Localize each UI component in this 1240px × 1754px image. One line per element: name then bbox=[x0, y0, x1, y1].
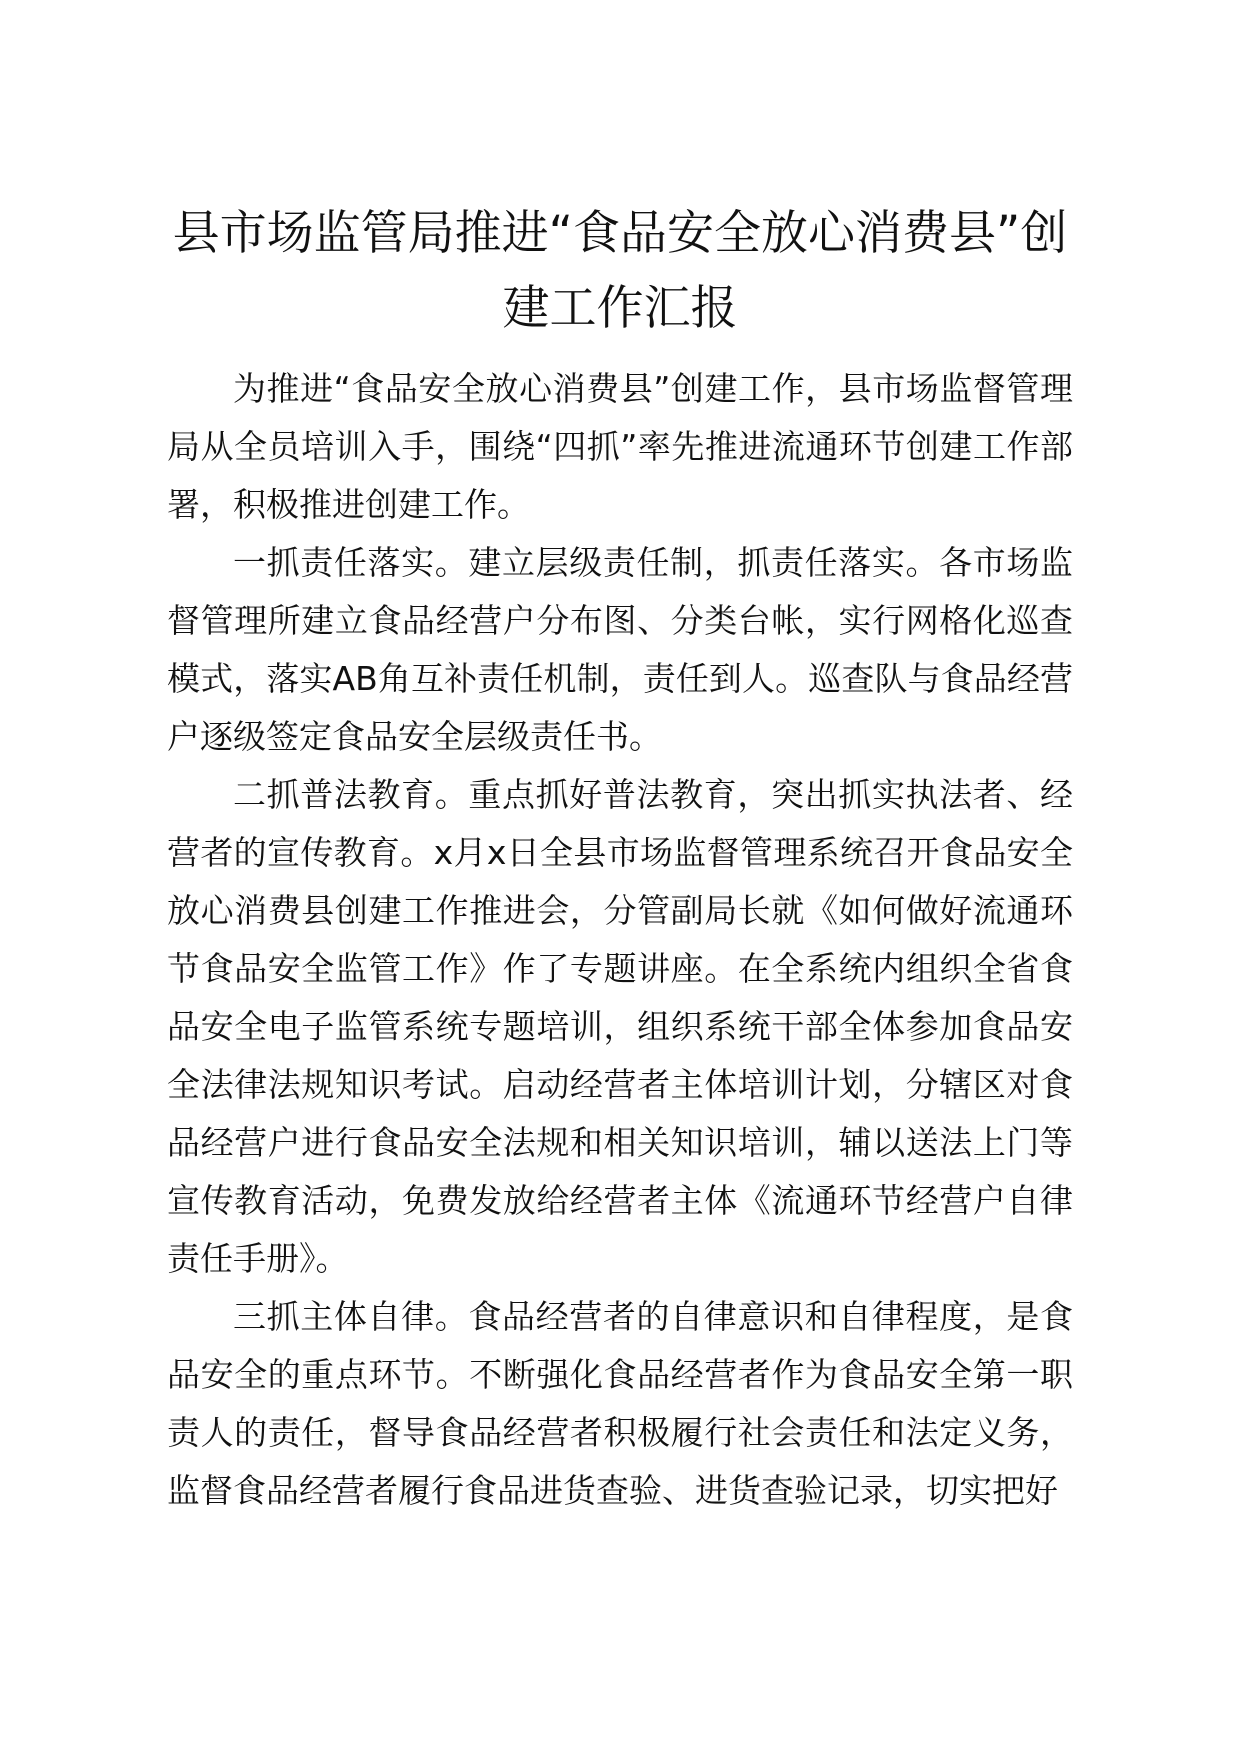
paragraph-self-discipline: 三抓主体自律。食品经营者的自律意识和自律程度，是食品安全的重点环节。不断强化食品经营者作为食品安全第一职责人的责任，督导食品经营者积极履行社会责任和法定义务，监督食品经营者履行食品进货查验、进货查验记录，切实把好 bbox=[167, 1297, 1073, 1510]
paragraph-legal-education: 二抓普法教育。重点抓好普法教育，突出抓实执法者、经营者的宣传教育。x月x日全县市场监督管理系统召开食品安全放心消费县创建工作推进会，分管副局长就《如何做好流通环节食品安全监管工作》作了专题讲座。在全系统内组织全省食品安全电子监管系统专题培训，组织系统干部全体参加食品安全法律法规知识考试。启动经营者主体培训计划，分辖区对食品经营户进行食品安全法规和相关知识培训，辅以送法上门等宣传教育活动，免费发放给经营者主体《流通环节经营户自律责任手册》。 bbox=[167, 775, 1073, 1278]
document-title: 县市场监管局推进“食品安全放心消费县”创建工作汇报 bbox=[172, 206, 1068, 336]
paragraph-responsibility: 一抓责任落实。建立层级责任制，抓责任落实。各市场监督管理所建立食品经营户分布图、分类台帐，实行网格化巡查模式，落实AB角互补责任机制，责任到人。巡查队与食品经营户逐级签定食品安全层级责任书。 bbox=[167, 543, 1073, 756]
paragraph-intro: 为推进“食品安全放心消费县”创建工作，县市场监督管理局从全员培训入手，围绕“四抓”率先推进流通环节创建工作部署，积极推进创建工作。 bbox=[167, 369, 1073, 524]
document-body bbox=[167, 360, 1073, 1520]
